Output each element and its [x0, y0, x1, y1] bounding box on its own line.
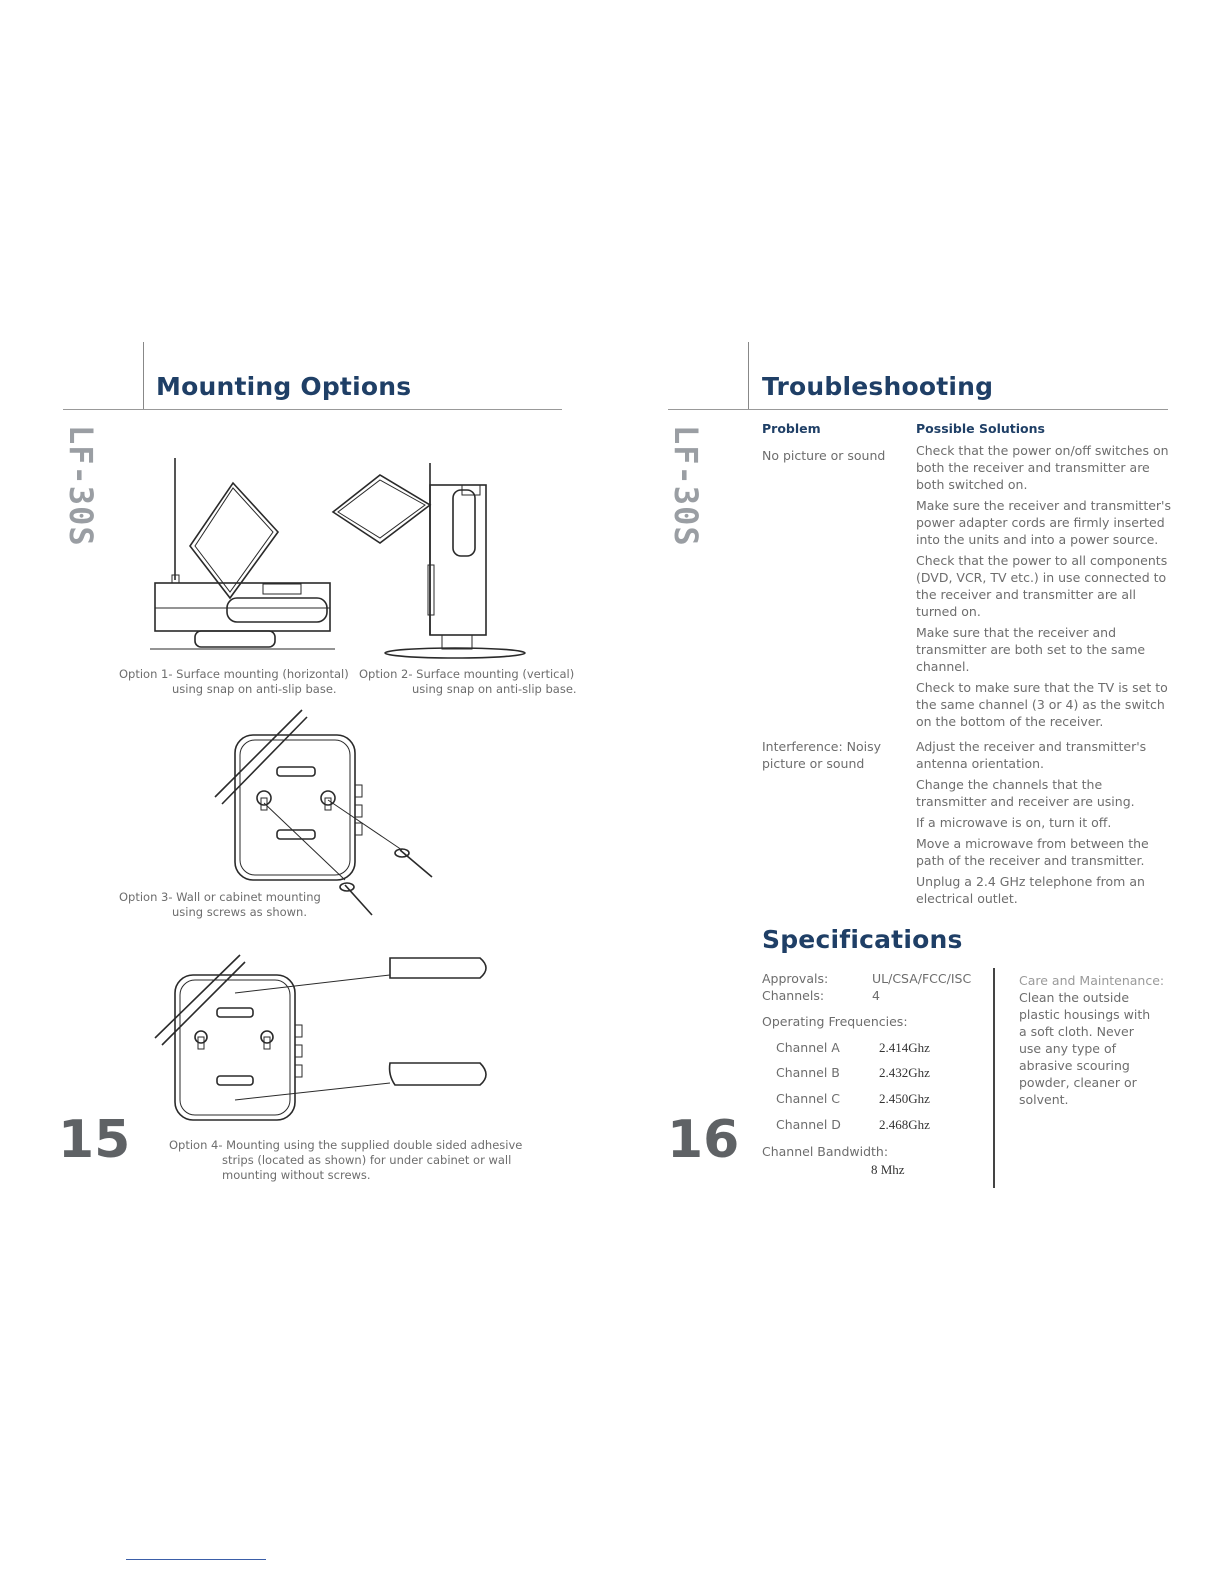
caption-line: Option 3- Wall or cabinet mounting: [119, 890, 321, 904]
approvals-label: Approvals:: [762, 971, 829, 986]
option1-caption: [119, 667, 349, 697]
frequency-channel: Channel C: [776, 1091, 841, 1106]
option2-caption: [359, 667, 577, 697]
channels-value: 4: [872, 988, 880, 1003]
option4-caption: [169, 1138, 522, 1183]
specs-divider: [993, 968, 995, 1188]
footer-link-underline: [126, 1559, 266, 1560]
frequency-value: 2.468Ghz: [879, 1117, 930, 1132]
frequencies-label: Operating Frequencies:: [762, 1014, 908, 1029]
right-header-divider: [748, 342, 749, 409]
care-title: Care and Maintenance:: [1019, 973, 1165, 988]
page-number: 15: [58, 1110, 131, 1170]
solution-item: Check to make sure that the TV is set to the same channel (3 or 4) as the switch on the bottom of the receiver.: [916, 680, 1168, 729]
caption-line: Option 2- Surface mounting (vertical): [359, 667, 575, 681]
problem-cell: Interference: Noisy picture or sound: [762, 739, 882, 771]
caption-line: mounting without screws.: [222, 1168, 371, 1182]
solution-item: If a microwave is on, turn it off.: [916, 815, 1112, 830]
solutions-list: [916, 738, 1156, 911]
approvals-value: UL/CSA/FCC/ISC: [872, 971, 972, 986]
problem-column-header: Problem: [762, 421, 821, 436]
option1-illustration: [145, 450, 345, 660]
solution-item: Change the channels that the transmitter and receiver are using.: [916, 777, 1135, 809]
side-product-label: LF-30S: [62, 425, 100, 547]
frequency-value: 2.432Ghz: [879, 1065, 930, 1080]
frequency-channel: Channel D: [776, 1117, 841, 1132]
caption-line: Option 4- Mounting using the supplied double sided adhesive: [169, 1138, 523, 1152]
caption-line: strips (located as shown) for under cabinet or wall: [222, 1153, 512, 1167]
caption-line: using snap on anti-slip base.: [172, 682, 337, 696]
solution-item: Make sure the receiver and transmitter's power adapter cords are firmly inserted into the units and into a power source.: [916, 498, 1171, 547]
left-header-divider: [143, 342, 144, 409]
troubleshooting-title: Troubleshooting: [762, 372, 994, 401]
side-product-label: LF-30S: [667, 425, 705, 547]
solution-item: Check that the power to all components (DVD, VCR, TV etc.) in use connected to the receiver and transmitter are all turned on.: [916, 553, 1168, 619]
solutions-list: [916, 442, 1171, 734]
bandwidth-label: Channel Bandwidth:: [762, 1144, 889, 1159]
solution-item: Make sure that the receiver and transmitter are both set to the same channel.: [916, 625, 1146, 674]
page-number: 16: [667, 1110, 740, 1170]
solutions-column-header: Possible Solutions: [916, 421, 1045, 436]
page-title: Mounting Options: [156, 372, 412, 401]
frequency-channel: Channel A: [776, 1040, 840, 1055]
option3-caption: [119, 890, 321, 920]
bandwidth-value: 8 Mhz: [871, 1162, 905, 1177]
solution-item: Check that the power on/off switches on both the receiver and transmitter are both switched on.: [916, 443, 1169, 492]
specifications-title: Specifications: [762, 925, 963, 954]
caption-line: Option 1- Surface mounting (horizontal): [119, 667, 349, 681]
left-header-rule: [63, 409, 562, 410]
solution-item: Adjust the receiver and transmitter's antenna orientation.: [916, 739, 1147, 771]
channels-label: Channels:: [762, 988, 825, 1003]
care-text: Clean the outside plastic housings with a soft cloth. Never use any type of abrasive scouring powder, cleaner or solvent.: [1019, 990, 1151, 1107]
right-header-rule: [668, 409, 1168, 410]
option2-illustration: [330, 455, 540, 660]
solution-item: Move a microwave from between the path of the receiver and transmitter.: [916, 836, 1149, 868]
problem-cell: No picture or sound: [762, 448, 886, 463]
frequency-value: 2.414Ghz: [879, 1040, 930, 1055]
option4-illustration: [150, 950, 495, 1125]
solution-item: Unplug a 2.4 GHz telephone from an electrical outlet.: [916, 874, 1145, 906]
frequency-channel: Channel B: [776, 1065, 840, 1080]
caption-line: using screws as shown.: [172, 905, 307, 919]
frequency-value: 2.450Ghz: [879, 1091, 930, 1106]
caption-line: using snap on anti-slip base.: [412, 682, 577, 696]
